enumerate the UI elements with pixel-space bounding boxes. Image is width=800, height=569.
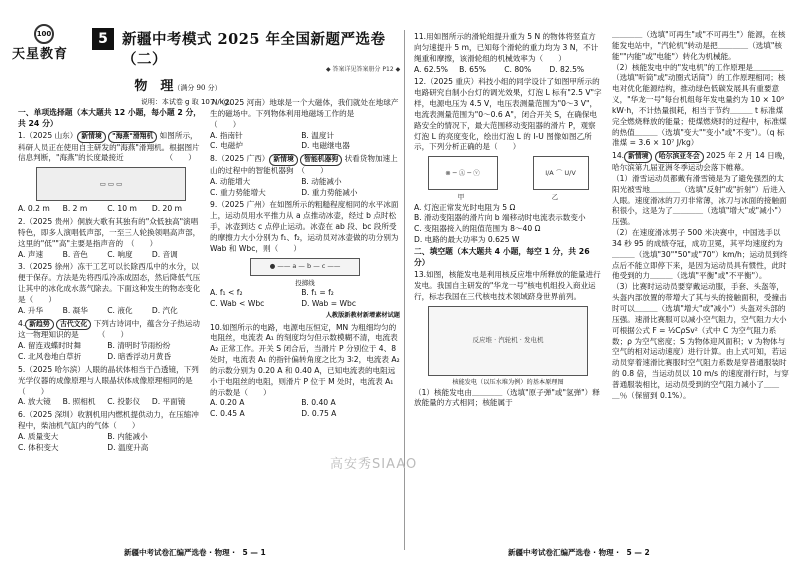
publisher-logo: [12, 24, 76, 66]
circuit-diagram: ⊗ ─ Ⓐ ─ ⓥ: [428, 156, 498, 190]
logo-badge: 100: [34, 24, 54, 44]
question-4: 4. 新趋势 古代文化 下列古诗词中，蕴含分子热运动这一物理知识的是 （ ） A. 留连戏蝶时时舞 B. 清明时节雨纷纷 C. 北风卷地白草折 D. 暗香浮动月黄昏: [18, 318, 200, 362]
curling-diagram: ● —— a — b — c ——: [250, 258, 360, 276]
iu-graph: I/A ⌒ U/V: [533, 156, 589, 190]
question-13: 13.如图，核能发电是利用核反应堆中所释放的能量进行发电。我国自主研发的"华龙一号"核电机组投入商业运行，标志我国在三代核电技术领域跻身世界前列。 反应堆 · 汽轮机 · 发电机 核能发电（以压水堆为例）的基本原理图 （1）核能发电由＿＿＿＿（选填"原子弹"或"氢弹"）释放能量的方式相同；核能属于: [414, 270, 601, 408]
question-2: 2.（2025 贵州）侗族大歌有其独有的"众低独高"演唱特色，即多人演唱低声部，一至三人轮换领唱高声部，这里的"低""高"主要是指声音的 （ ） A. 声速 B. 音色 C. 响度 D. 音调: [18, 217, 201, 259]
question-11: 11.用如图所示的滑轮组提升重为 5 N 的物体将竖直方向匀速提升 5 m，已知每个滑轮的重力均为 3 N，不计绳重和摩擦，该滑轮组的机械效率为（ ） A. 62.5% B. 65% C. 80% D. 82.5%: [414, 32, 599, 74]
page-title: 新疆中考模式 2025 年全国新题严选卷（二）: [122, 31, 386, 68]
textbook-banner: 人教版新教材新增素材试题: [325, 311, 400, 319]
section-2-title: 二、填空题（本大题共 4 小题，每空 1 分，共 26 分）: [414, 246, 590, 268]
watermark: 高安秀SIAAO: [330, 457, 418, 472]
subject-note: 说明：本试卷 g 取 10 N/kg。: [140, 97, 236, 106]
header: [0, 0, 404, 78]
column-3: [414, 30, 602, 409]
question-8: 8.（2025 广西） 新情境 智能机器狗 状看货物加速上山的过程中的智能机器狗 （ ） A. 动能增大 B. 动能减小 C. 重力势能增大 D. 重力势能减小: [210, 154, 398, 197]
question-1: 1.（2025 山东） 新情境 "海燕"滑翔机 如图所示，科研人员正在使用自主研发的"海燕"滑翔机。根据图片信息判断，"海燕"的长度最接近 （ ） ▭ ▭ ▭ A. 0.2 m B. 2 m C. 10 m D. 20 m: [18, 130, 200, 214]
column-1: [18, 78, 236, 454]
tag-new-context: 新情境: [77, 131, 105, 143]
question-9: 9.（2025 广州）在如图所示的粗糙程度相同的水平冰面上，运动员用水平推力从 a 点推动冰壶，经过 b 点时松手，冰壶到达 c 点停止运动。冰壶在 ab 段、bc 段所受的摩擦力大小分别为 f₁、f₂，运动员对冰壶做的功分别为 Wab 和 Wbc，则（ ） ● —— a — b — c —— 投掷线 A. f₁ < f₂ B. f₁ = f₂ C. Wab < Wbc D. Wab = Wbc: [210, 200, 399, 308]
question-6: 6.（2025 深圳）收割机用内燃机提供动力，在压缩冲程中，柴油机气缸内的气体（ ） A. 质量变大 B. 内能减小 C. 体积变大 D. 温度升高: [18, 410, 199, 452]
question-10: 10.如图所示的电路，电源电压恒定，MN 为粗细均匀的电阻丝，电流表 A₁ 的刻度均匀但示数模糊不清，电流表 A₂ 正常工作。开关 S 闭合后，当滑片 P 分别位于 4、8 处时，电流表 A₁ 的指针偏转角度之比为 3∶2，电流表 A₂ 的示数分别为 0.20 A 和 0.40 A，已知电流表的电阻远小于电阻丝的电阻，则滑片 P 位于 M 处时，电流表 A₁ 的示数是（ ） A. 0.20 A B. 0.40 A C. 0.45 A D. 0.75 A: [210, 322, 400, 419]
footer-left: 新疆中考试卷汇编严选卷 · 物理 · 5 — 1: [124, 548, 266, 557]
subject-title: 物 理（满分 90 分）: [134, 79, 222, 94]
question-7: 7.（2025 河南）地球是一个大磁体，我们就处在地球产生的磁场中。下列物体利用地磁场工作的是 （ ） A. 指南针 B. 温度计 C. 电磁炉 D. 电磁继电器: [210, 98, 408, 151]
tag-topic: "海燕"滑翔机: [108, 131, 157, 143]
brand-name: 天星教育: [12, 47, 69, 62]
section-1-title: 一、单项选择题（本大题共 12 小题，每小题 2 分，共 24 分）: [18, 107, 202, 128]
paper-number: 5: [92, 28, 114, 50]
curling-caption: 投掷线: [295, 278, 315, 287]
column-4: ＿＿＿＿（选填"可再生"或"不可再生"）能源，在核能发电站中，"汽轮机"转动是把＿＿＿＿（选填"核能""内能"或"电能"）转化为机械能。 （2）核能发电中的"发电机"的工作原理是＿＿＿＿（选填"听筒"或"动圈式话筒"）的工作原理相同；核电对优化能源结构，推动绿色低碳发展具有重要意义，"华龙一号"每台机组每年发电量约为 10 × 10⁹ kW·h，不计热量损耗，相当于节约＿＿＿ t 标准煤完全燃烧释放的能量；使煤燃烧时的过程中，标准煤的热值＿＿＿（选填"变大""变小"或"不变"）。（q 标准煤 = 3.6 × 10⁷ J/kg） 14. 新情境 哈尔滨亚冬会 2025 年 2 月 14 日晚，哈尔滨第九届亚洲冬季运动会落下帷幕。 （1）滑雪运动员都戴有滑雪镜是为了避免强烈的太阳光被雪地＿＿＿＿（选填"反射"或"折射"）后进入人眼。速度滑冰的刀刃非常薄，冰刀与冰面的接触面积很小，这是为了＿＿＿＿（选填"增大"或"减小"）压强。 （2）在速度滑冰男子 500 米决赛中，中国选手以 34 秒 95 的成绩夺冠，成功卫冕，其平均速度约为＿＿＿（选填"30""50"或"70"）km/h；运动员到终点后不能立即停下来，是因为运动员具有惯性，此时他受到的力＿＿＿（选填"平衡"或"不平衡"）。 （3）比赛时运动员要穿戴运动服，手套、头盔等，头盔内部放置的带增大了其与头的接触面积，受撞击时可以＿＿＿（选填"增大"或"减小"）头盔对头部的压强。速滑比赛服可以减小空气阻力，空气阻力大小可根据公式 F = ½CρSv²（式中 C 为空气阻力系数；ρ 为空气密度；S 为物体迎风面积；v 为物体与空气的相对运动速度）进行计算。由上式可知，若运动员穿着速滑比赛服时空气阻力系数是穿普通服装时的 0.8 倍，当运动员以 10 m/s 的速度滑行时，与穿普通服装相比，运动员受到的空气阻力减小了＿＿＿％（保留到 0.1%）。: [612, 30, 790, 400]
footer-right: 新疆中考试卷汇编严选卷 · 物理 · 5 — 2: [508, 548, 650, 557]
nuclear-plant-diagram: 反应堆 · 汽轮机 · 发电机: [428, 306, 588, 376]
question-3: 3.（2025 徐州）冻干工艺可以长除西瓜中的水分，以便于保存。方法是先将西瓜冷冻成固态，然后降低气压让其中的冰化成水蒸气除去。下面这种发生的物态变化是（ ） A. 升华 B. 凝华 C. 液化 D. 汽化: [18, 262, 201, 315]
nuclear-caption: 核能发电（以压水堆为例）的基本原理图: [452, 378, 564, 386]
column-2: [210, 96, 408, 420]
answer-note: ◆ 答案详见答案册分 P12 ◆: [326, 66, 401, 73]
question-14: 14. 新情境 哈尔滨亚冬会 2025 年 2 月 14 日晚，哈尔滨第九届亚洲冬季运动会落下帷幕。 （1）滑雪运动员都戴有滑雪镜是为了避免强烈的太阳光被雪地＿＿＿＿（选填"反射"或"折射"）后进入人眼。速度滑冰的刀刃非常薄，冰刀与冰面的接触面积很小，这是为了＿＿＿＿（选填"增大"或"减小"）压强。 （2）在速度滑冰男子 500 米决赛中，中国选手以 34 秒 95 的成绩夺冠，成功卫冕，其平均速度约为＿＿＿（选填"30""50"或"70"）km/h；运动员到终点后不能立即停下来，是因为运动员具有惯性，此时他受到的力＿＿＿（选填"平衡"或"不平衡"）。 （3）比赛时运动员要穿戴运动服，手套、头盔等，头盔内部放置的带增大了其与头的接触面积，受撞击时可以＿＿＿（选填"增大"或"减小"）头盔对头部的压强。速滑比赛服可以减小空气阻力，空气阻力大小可根据公式 F = ½CρSv²（式中 C 为空气阻力系数；ρ 为空气密度；S 为物体迎风面积；v 为物体与空气的相对运动速度）进行计算。由上式可知，若运动员穿着速滑比赛服时空气阻力系数是穿普通服装时的 0.8 倍，当运动员以 10 m/s 的速度滑行时，与穿普通服装相比，运动员受到的空气阻力减小了＿＿＿％（保留到 0.1%）。: [612, 151, 790, 400]
question-5: 5.（2025 哈尔滨）人眼的晶状体相当于凸透镜，下列光学仪器的成像原理与人眼晶状体成像原理相同的是（ ） A. 放大镜 B. 照相机 C. 投影仪 D. 平面镜: [18, 364, 199, 407]
question-12: 12.（2025 重庆）科技小组的同学设计了如图甲所示的电路研究自制小台灯的调光效果，灯泡 L 标有"2.5 V"字样，电源电压为 4.5 V，电压表测量范围为"0～3 V"，电流表测量范围为"0～0.6 A"，闭合开关 S，在确保电路安全的情况下，最大范围移动变阻器的滑片 P，观察灯泡 L 的亮度变化，绘出灯泡 L 的 I-U 图像如图乙所示，下列分析正确的是（ ） ⊗ ─ Ⓐ ─ ⓥ I/A ⌒ U/V 甲 乙 A. 灯泡正常发光时电阻为 5 Ω B. 滑动变阻器的滑片向 b 端移动时电流表示数变小 C. 变阻器接入的阻值范围为 8～40 Ω D. 电路的最大功率为 0.625 W: [414, 77, 602, 245]
glider-photo: ▭ ▭ ▭: [36, 167, 186, 201]
